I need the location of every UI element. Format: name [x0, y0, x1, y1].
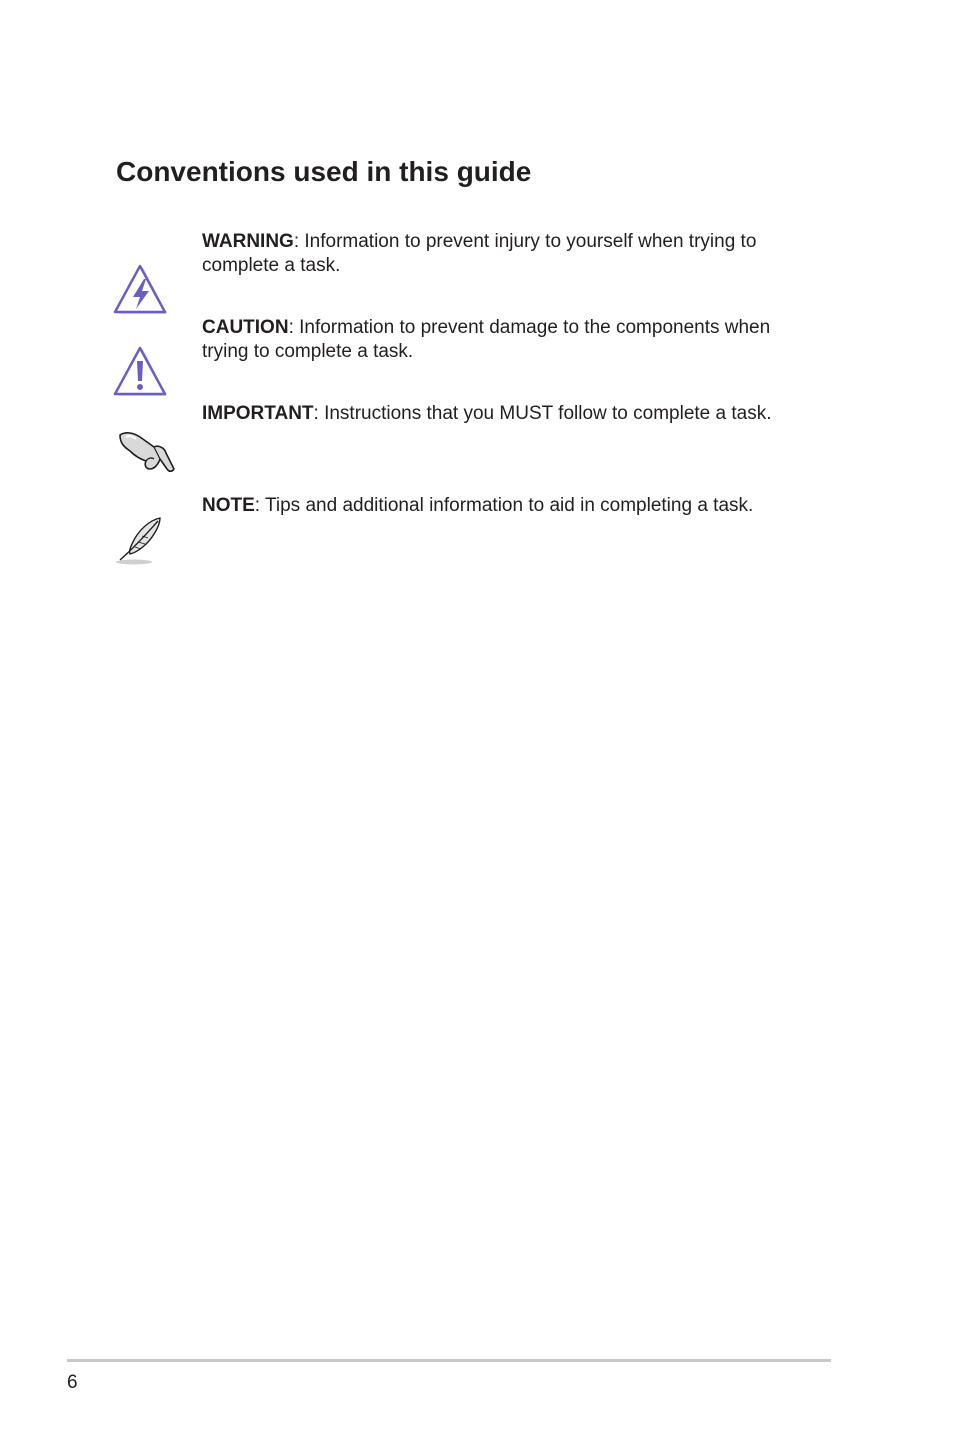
caution-notice	[202, 316, 802, 364]
page-number: 6	[67, 1372, 78, 1393]
warning-label: WARNING	[202, 231, 294, 252]
note-quill-icon	[112, 514, 168, 568]
important-notice	[202, 402, 802, 426]
important-label: IMPORTANT	[202, 403, 314, 424]
caution-text: : Information to prevent damage to the components when trying to complete a task.	[202, 317, 771, 362]
caution-exclamation-icon	[112, 346, 170, 400]
footer-rule	[67, 1359, 831, 1362]
note-notice	[202, 494, 802, 518]
warning-notice	[202, 230, 802, 278]
note-text: : Tips and additional information to aid in completing a task.	[254, 495, 754, 516]
note-label: NOTE	[202, 495, 255, 516]
warning-lightning-icon	[112, 264, 170, 318]
important-text: : Instructions that you MUST follow to complete a task.	[313, 403, 772, 424]
page-title: Conventions used in this guide	[116, 156, 532, 187]
important-hand-icon	[114, 425, 178, 477]
caution-label: CAUTION	[202, 317, 289, 338]
warning-text: : Information to prevent injury to yourself when trying to complete a task.	[202, 231, 757, 276]
